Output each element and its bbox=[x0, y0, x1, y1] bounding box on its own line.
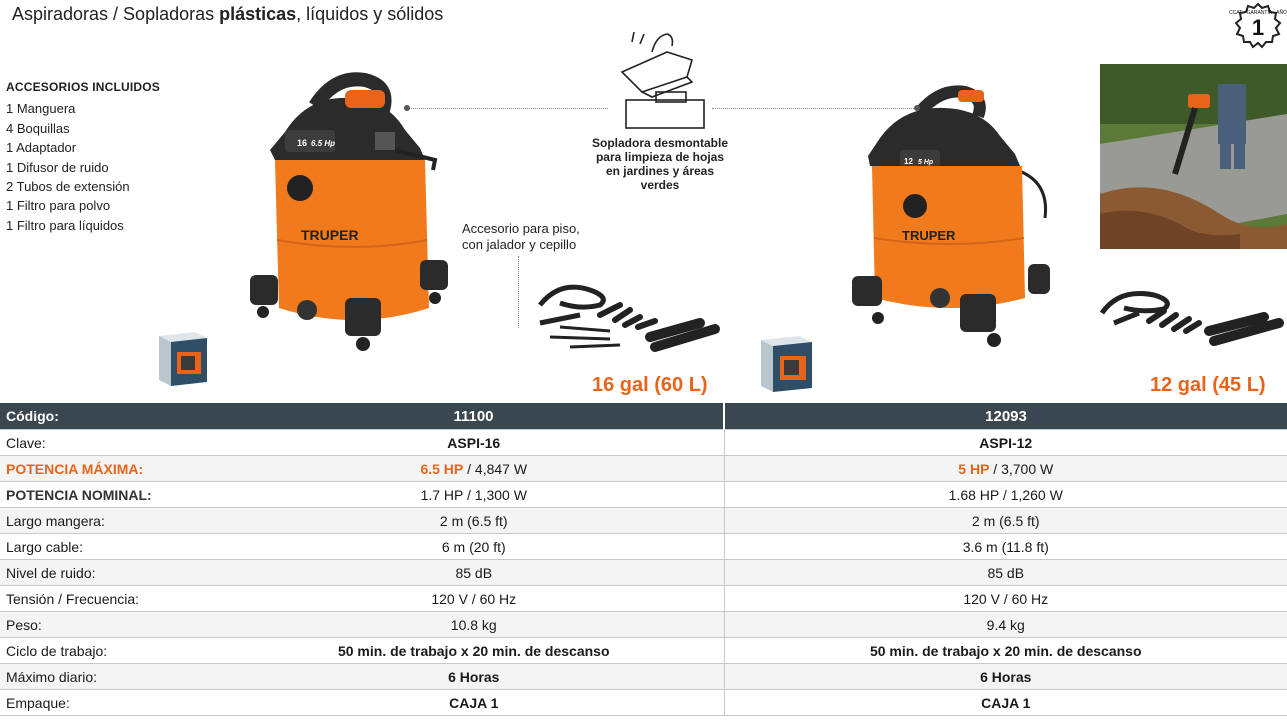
row-value: 6 m (20 ft) bbox=[224, 534, 724, 560]
row-label: POTENCIA NOMINAL: bbox=[0, 482, 224, 508]
row-label: Peso: bbox=[0, 612, 224, 638]
table-row bbox=[0, 690, 1287, 716]
row-value: 6.5 HP / 4,847 W bbox=[224, 456, 724, 482]
accessory-item: 1 Filtro para líquidos bbox=[6, 217, 124, 233]
table-row bbox=[0, 534, 1287, 560]
table-row bbox=[0, 586, 1287, 612]
row-label: Largo mangera: bbox=[0, 508, 224, 534]
row-value: CAJA 1 bbox=[724, 690, 1287, 716]
capacity-12: 12 gal (45 L) bbox=[1150, 374, 1266, 396]
warranty-number: 1 bbox=[1251, 15, 1265, 40]
row-value: ASPI-12 bbox=[724, 430, 1287, 456]
table-row bbox=[0, 482, 1287, 508]
row-label: Tensión / Frecuencia: bbox=[0, 586, 224, 612]
vacuum-label-hp: 5 Hp bbox=[918, 159, 934, 166]
callout-dot bbox=[404, 105, 410, 111]
row-value: 1.7 HP / 1,300 W bbox=[224, 482, 724, 508]
spec-table bbox=[0, 403, 1287, 716]
vacuum-label-number: 12 bbox=[904, 157, 913, 166]
accessories-image bbox=[1094, 283, 1284, 348]
accessories-heading: ACCESORIOS INCLUIDOS bbox=[6, 80, 161, 94]
table-row bbox=[0, 664, 1287, 690]
brand-logo: TRUPER bbox=[902, 228, 956, 243]
table-row bbox=[0, 456, 1287, 482]
callout-line bbox=[518, 256, 519, 328]
row-value: 120 V / 60 Hz bbox=[724, 586, 1287, 612]
callout-line bbox=[408, 108, 608, 109]
row-value: CAJA 1 bbox=[224, 690, 724, 716]
accessory-item: 1 Filtro para polvo bbox=[6, 198, 111, 214]
row-value: 85 dB bbox=[724, 560, 1287, 586]
row-label: Clave: bbox=[0, 430, 224, 456]
header-col1: 11100 bbox=[224, 403, 724, 430]
page-title: Aspiradoras / Sopladoras plásticas, líquidos y sólidos bbox=[12, 4, 444, 24]
header-col2: 12093 bbox=[724, 403, 1287, 430]
accessory-item: 4 Boquillas bbox=[6, 120, 70, 136]
table-row bbox=[0, 612, 1287, 638]
blower-line-drawing bbox=[612, 22, 712, 132]
row-value: 9.4 kg bbox=[724, 612, 1287, 638]
row-value: 120 V / 60 Hz bbox=[224, 586, 724, 612]
product-box-image bbox=[155, 328, 210, 388]
row-value: 6 Horas bbox=[224, 664, 724, 690]
vacuum-label-hp: 6.5 Hp bbox=[311, 139, 336, 148]
vacuum-16-image bbox=[245, 70, 445, 355]
row-label: POTENCIA MÁXIMA: bbox=[0, 456, 224, 482]
warranty-badge bbox=[1229, 2, 1287, 50]
row-value: 50 min. de trabajo x 20 min. de descanso bbox=[724, 638, 1287, 664]
table-row bbox=[0, 638, 1287, 664]
row-value: 3.6 m (11.8 ft) bbox=[724, 534, 1287, 560]
blower-caption: Sopladora desmontable para limpieza de hojas en jardines y áreas verdes bbox=[591, 136, 729, 192]
callout-dot bbox=[914, 105, 920, 111]
row-value: 10.8 kg bbox=[224, 612, 724, 638]
floor-accessory-caption: Accesorio para piso, con jalador y cepillo bbox=[462, 221, 580, 252]
accessory-item: 2 Tubos de extensión bbox=[6, 179, 130, 195]
capacity-16: 16 gal (60 L) bbox=[592, 374, 708, 396]
row-value: 6 Horas bbox=[724, 664, 1287, 690]
row-value: 2 m (6.5 ft) bbox=[224, 508, 724, 534]
accessories-image bbox=[520, 275, 725, 355]
brand-logo: TRUPER bbox=[301, 227, 359, 243]
row-value: 1.68 HP / 1,260 W bbox=[724, 482, 1287, 508]
row-label: Largo cable: bbox=[0, 534, 224, 560]
row-value: 5 HP / 3,700 W bbox=[724, 456, 1287, 482]
warranty-arc-text: CCAT · GARANTÍA · AÑO bbox=[1229, 10, 1287, 16]
product-box-image bbox=[757, 332, 815, 394]
accessory-item: 1 Difusor de ruido bbox=[6, 159, 109, 175]
table-row bbox=[0, 560, 1287, 586]
table-row bbox=[0, 508, 1287, 534]
vacuum-12-image bbox=[850, 88, 1050, 350]
accessories-list bbox=[6, 78, 160, 235]
row-label: Ciclo de trabajo: bbox=[0, 638, 224, 664]
row-value: 50 min. de trabajo x 20 min. de descanso bbox=[224, 638, 724, 664]
row-label: Empaque: bbox=[0, 690, 224, 716]
row-value: ASPI-16 bbox=[224, 430, 724, 456]
vacuum-label-number: 16 bbox=[297, 138, 308, 148]
row-label: Nivel de ruido: bbox=[0, 560, 224, 586]
row-label: Máximo diario: bbox=[0, 664, 224, 690]
callout-line bbox=[712, 108, 918, 109]
table-header-row bbox=[0, 403, 1287, 430]
accessory-item: 1 Adaptador bbox=[6, 140, 77, 156]
row-value: 85 dB bbox=[224, 560, 724, 586]
garden-photo bbox=[1100, 64, 1287, 249]
table-row bbox=[0, 430, 1287, 456]
row-value: 2 m (6.5 ft) bbox=[724, 508, 1287, 534]
header-label: Código: bbox=[0, 403, 224, 430]
accessory-item: 1 Manguera bbox=[6, 101, 76, 117]
